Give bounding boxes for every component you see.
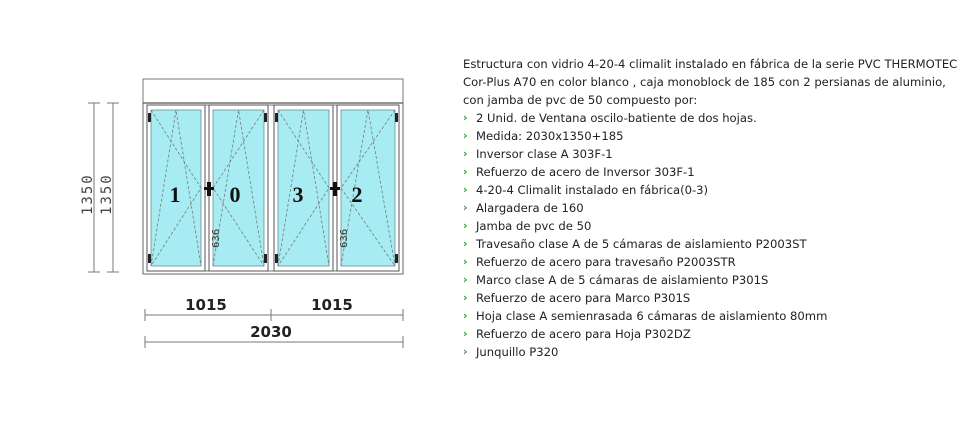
spec-list-item-text: Medida: 2030x1350+185 — [476, 129, 624, 143]
hinge-mark — [275, 113, 278, 122]
chevron-right-icon: › — [463, 309, 468, 322]
hinge-mark — [264, 113, 267, 122]
chevron-right-icon: › — [463, 327, 468, 340]
spec-list-item-text: Travesaño clase A de 5 cámaras de aislamiento P2003ST — [476, 237, 807, 251]
sash — [274, 105, 333, 271]
spec-list-item-text: Jamba de pvc de 50 — [476, 219, 592, 233]
spec-list-item — [463, 235, 963, 253]
spec-list-item-text: Inversor clase A 303F-1 — [476, 147, 613, 161]
shutter-box — [143, 79, 403, 103]
window-drawing — [0, 0, 455, 422]
chevron-right-icon: › — [463, 273, 468, 286]
chevron-right-icon: › — [463, 345, 468, 358]
central-mullion — [268, 105, 274, 271]
chevron-right-icon: › — [463, 255, 468, 268]
height-inner-label: 1350 — [99, 173, 115, 215]
spec-list-item-text: Refuerzo de acero de Inversor 303F-1 — [476, 165, 695, 179]
width-total-label: 2030 — [250, 323, 292, 341]
sash-number: 3 — [292, 182, 304, 207]
width-left-label: 1015 — [185, 296, 227, 314]
spec-list-item — [463, 217, 963, 235]
glass-pane — [278, 110, 329, 266]
handle-height-label: 636 — [211, 228, 222, 248]
specification — [463, 55, 963, 361]
spec-list-item — [463, 253, 963, 271]
sash-number: 1 — [169, 182, 181, 207]
spec-list-item-text: Junquillo P320 — [476, 345, 559, 359]
spec-list-item — [463, 109, 963, 127]
spec-intro: Estructura con vidrio 4-20-4 climalit instalado en fábrica de la serie PVC THERMOTEC Cor-Plus A70 en color blanco , caja monoblock de 185 con 2 persianas de aluminio, con jamba de pvc de 50 compuesto por: — [463, 57, 958, 107]
spec-list-item-text: Alargadera de 160 — [476, 201, 584, 215]
spec-list-item-text: Hoja clase A semienrasada 6 cámaras de aislamiento 80mm — [476, 309, 828, 323]
spec-list-item-text: Marco clase A de 5 cámaras de aislamiento P301S — [476, 273, 769, 287]
chevron-right-icon: › — [463, 291, 468, 304]
hinge-mark — [275, 254, 278, 263]
height-outer-label: 1350 — [80, 173, 96, 215]
width-right-label: 1015 — [311, 296, 353, 314]
spec-list-item — [463, 307, 963, 325]
spec-list-item — [463, 271, 963, 289]
chevron-right-icon: › — [463, 111, 468, 124]
spec-list-item — [463, 325, 963, 343]
chevron-right-icon: › — [463, 237, 468, 250]
sash-number: 2 — [351, 182, 363, 207]
spec-list-item — [463, 181, 963, 199]
spec-list-item-text: Refuerzo de acero para travesaño P2003STR — [476, 255, 736, 269]
chevron-right-icon: › — [463, 201, 468, 214]
spec-list-item-text: Refuerzo de acero para Hoja P302DZ — [476, 327, 691, 341]
chevron-right-icon: › — [463, 129, 468, 142]
chevron-right-icon: › — [463, 183, 468, 196]
hinge-mark — [395, 113, 398, 122]
spec-list — [463, 109, 963, 361]
hinge-mark — [395, 254, 398, 263]
sash-number: 0 — [229, 182, 241, 207]
spec-list-item-text: Refuerzo de acero para Marco P301S — [476, 291, 691, 305]
spec-list-item — [463, 127, 963, 145]
chevron-right-icon: › — [463, 165, 468, 178]
spec-list-item — [463, 289, 963, 307]
spec-list-item — [463, 343, 963, 361]
spec-list-item — [463, 145, 963, 163]
chevron-right-icon: › — [463, 147, 468, 160]
hinge-mark — [148, 254, 151, 263]
chevron-right-icon: › — [463, 219, 468, 232]
hinge-mark — [264, 254, 267, 263]
spec-list-item — [463, 163, 963, 181]
spec-list-item-text: 2 Unid. de Ventana oscilo-batiente de dos hojas. — [476, 111, 757, 125]
handle-height-label: 636 — [339, 228, 350, 248]
hinge-mark — [148, 113, 151, 122]
spec-list-item — [463, 199, 963, 217]
spec-list-item-text: 4-20-4 Climalit instalado en fábrica(0-3) — [476, 183, 709, 197]
